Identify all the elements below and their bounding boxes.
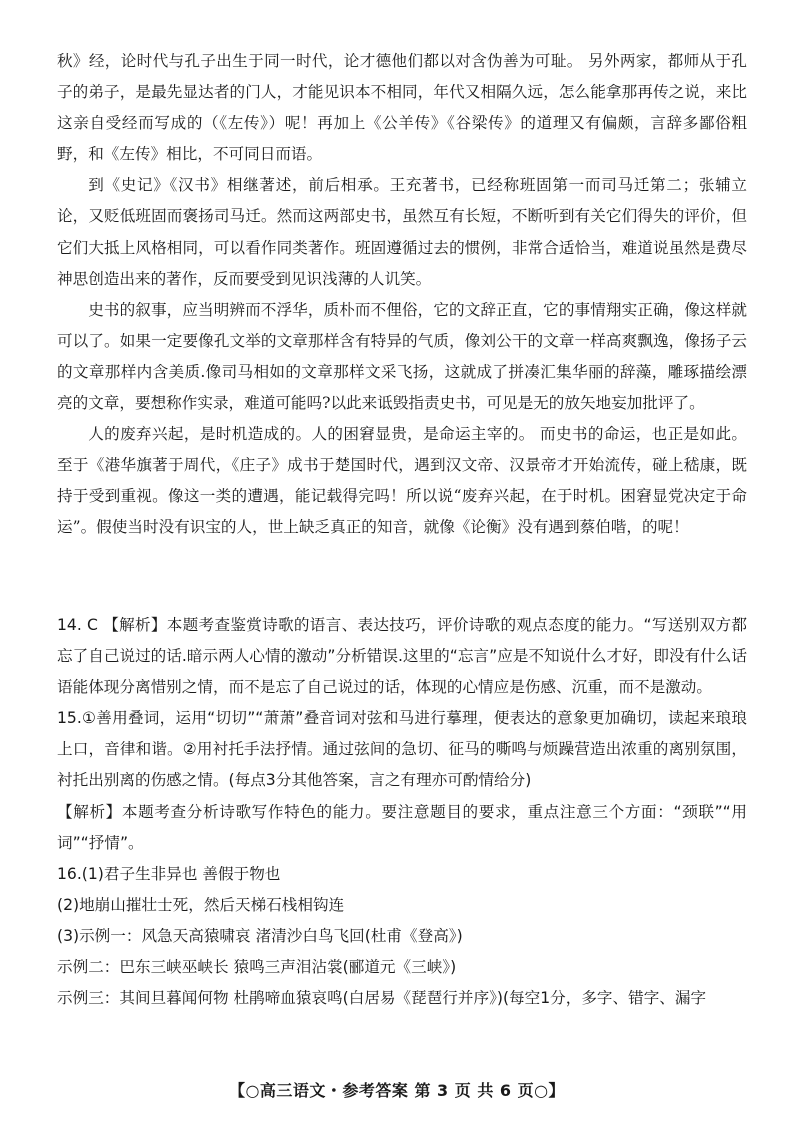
prose-paragraph: 人的废弃兴起，是时机造成的。人的困窘显贵，是命运主宰的。 而史书的命运，也正是如此。至于《港华旗著于周代，《庄子》成书于楚国时代，遇到汉文帝、汉景帝才开始流传，碰上嵇康，既持于受到重视。像这一类的遭遇，能记载得完吗！所以说“废弃兴起，在于时机。困窘显党决定于命运”。假使当时没有识宝的人，世上缺乏真正的知音，就像《论衡》没有遇到蔡伯喈，的呢！ (57, 425, 747, 537)
answer-16-1: 16.(1)君子生非异也 善假于物也 (57, 864, 281, 883)
translation-prose (57, 46, 747, 544)
answer-section (57, 610, 747, 1014)
prose-paragraph: 史书的叙事，应当明辨而不浮华，质朴而不俚俗，它的文辞正直，它的事情翔实正确，像这样就可以了。如果一定要像孔文举的文章那样含有特异的气质，像刘公干的文章一样高爽飘逸，像扬子云的文章那样内含美质.像司马相如的文章那样文采飞扬，这就成了拼凑汇集华丽的辞藻，雕琢描绘漂亮的文章，要想称作实录，难道可能吗?以此来诋毁指责史书，可见是无的放矢地妄加批评了。 (57, 300, 747, 413)
answer-16-3-example-1: (3)示例一：风急天高猿啸哀 渚清沙白鸟飞回(杜甫《登高》) (57, 926, 463, 945)
answer-16-3-example-3: 示例三：其间旦暮闻何物 杜鹃啼血猿哀鸣(白居易《琵琶行并序》)(每空1分，多字、错字、漏字 (57, 989, 707, 1008)
answer-15: 15.①善用叠词，运用“切切”“萧萧”叠音词对弦和马进行摹理，便表达的意象更加确切，读起来琅琅上口，音律和谐。②用衬托手法抒情。通过弦间的急切、征马的嘶鸣与烦躁营造出浓重的离别氛围，衬托出别离的伤感之情。(每点3分其他答案，言之有理亦可酌情给分) (57, 709, 747, 790)
prose-paragraph: 到《史记》《汉书》相继著述，前后相承。王充著书，已经称班固第一而司马迁第二；张辅立论，又贬低班固而褒扬司马迁。然而这两部史书，虽然互有长短，不断听到有关它们得失的评价，但它们大抵上风格相同，可以看作同类著作。班固遵循过去的惯例，非常合适恰当，难道说虽然是费尽神思创造出来的著作，反而要受到见识浅薄的人讥笑。 (57, 176, 747, 288)
answer-15-analysis: 【解析】本题考查分析诗歌写作特色的能力。要注意题目的要求，重点注意三个方面：“颈联”“用词”“抒情”。 (57, 802, 747, 852)
page-footer: 【○高三语文・参考答案 第 3 页 共 6 页○】 (228, 1081, 566, 1100)
prose-paragraph: 秋》经，论时代与孔子出生于同一时代，论才德他们都以对含伪善为可耻。 另外两家，都师从于孔子的弟子，是最先显达者的门人，才能见识本不相同，年代又相隔久远，怎么能拿那再传之说，来比这亲自受经而写成的（《左传》）呢！再加上《公羊传》《谷梁传》的道理又有偏颇，言辞多鄙俗粗野，和《左传》相比，不可同日而语。 (57, 52, 747, 164)
answer-16-3-example-2: 示例二：巴东三峡巫峡长 猿鸣三声泪沾裳(郦道元《三峡》) (57, 958, 457, 977)
answer-16-2: (2)地崩山摧壮士死，然后天梯石栈相钩连 (57, 895, 345, 914)
answer-14: 14. C 【解析】本题考查鉴赏诗歌的语言、表达技巧，评价诗歌的观点态度的能力。“写送别双方都忘了自己说过的话.暗示两人心情的激动”分析错误.这里的“忘言”应是不知说什么才好，即没有什么话语能体现分离惜别之情，而不是忘了自己说过的话，体现的心情应是伤感、沉重，而不是激动。 (57, 616, 747, 697)
